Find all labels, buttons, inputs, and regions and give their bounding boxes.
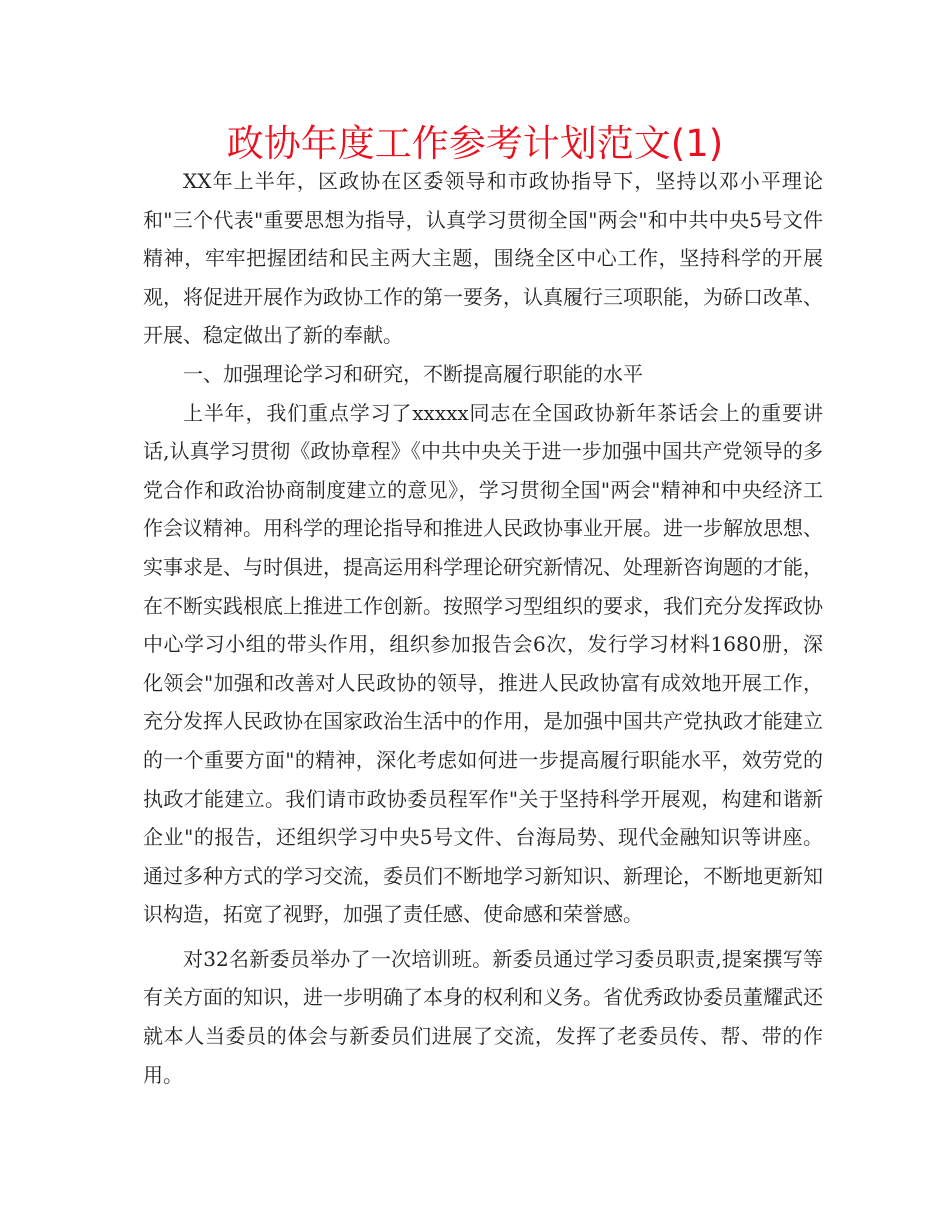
- paragraph-intro: XX年上半年，区政协在区委领导和市政协指导下，坚持以邓小平理论和"三个代表"重要思想为指导，认真学习贯彻全国"两会"和中共中央5号文件精神，牢牢把握团结和民主两大主题，围绕全区中心工作，坚持科学的开展观，将促进开展作为政协工作的第一要务，认真履行三项职能，为硚口改革、开展、稳定做出了新的奉献。: [143, 169, 823, 348]
- document-title: 政协年度工作参考计划范文(1): [226, 122, 724, 165]
- paragraph-study: 上半年，我们重点学习了xxxxx同志在全国政协新年茶话会上的重要讲话,认真学习贯彻《政协章程》《中共中央关于进一步加强中国共产党领导的多党合作和政治协商制度建立的意见》，学习贯彻全国"两会"精神和中央经济工作会议精神。用科学的理论指导和推进人民政协事业开展。进一步解放思想、实事求是、与时俱进，提高运用科学理论研究新情况、处理新咨询题的才能，在不断实践根底上推进工作创新。按照学习型组织的要求，我们充分发挥政协中心学习小组的带头作用，组织参加报告会6次，发行学习材料1680册，深化领会"加强和改善对人民政协的领导，推进人民政协富有成效地开展工作，充分发挥人民政协在国家政治生活中的作用，是加强中国共产党执政才能建立的一个重要方面"的精神，深化考虑如何进一步提高履行职能水平，效劳党的执政才能建立。我们请市政协委员程军作"关于坚持科学开展观，构建和谐新企业"的报告，还组织学习中央5号文件、台海局势、现代金融知识等讲座。通过多种方式的学习交流，委员们不断地学习新知识、新理论，不断地更新知识构造，拓宽了视野，加强了责任感、使命感和荣誉感。: [143, 400, 823, 927]
- document-body: [143, 162, 823, 1094]
- section-heading: 一、加强理论学习和研究，不断提高履行职能的水平: [183, 361, 643, 386]
- paragraph-training: 对32名新委员举办了一次培训班。新委员通过学习委员职责,提案撰写等有关方面的知识，进一步明确了本身的权利和义务。省优秀政协委员董耀武还就本人当委员的体会与新委员们进展了交流，发挥了老委员传、帮、带的作用。: [143, 946, 823, 1087]
